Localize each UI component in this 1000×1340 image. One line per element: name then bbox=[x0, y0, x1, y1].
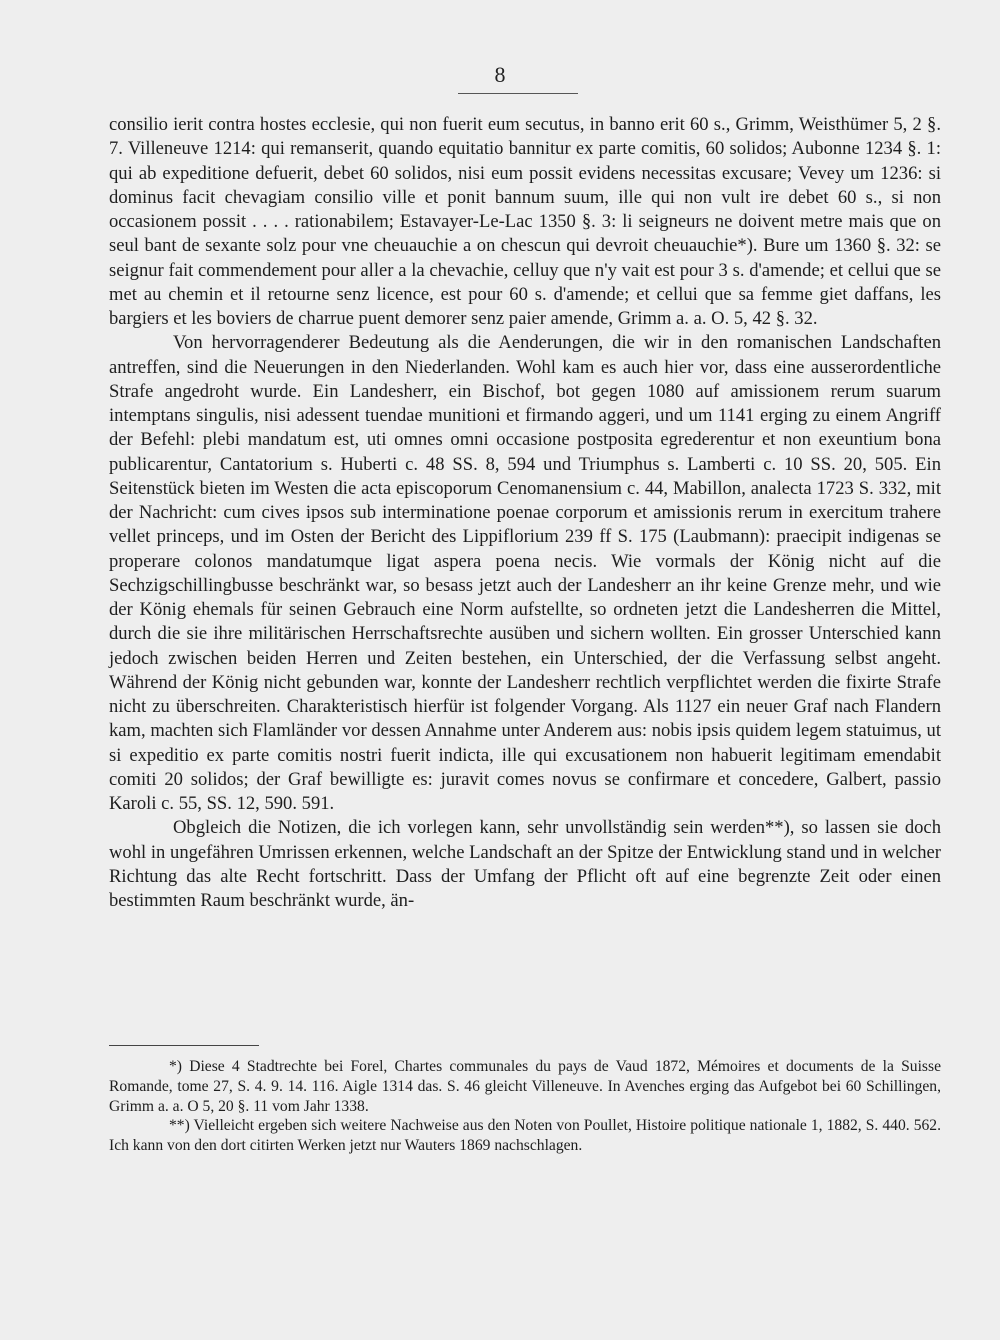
paragraph-3: Obgleich die Notizen, die ich vorlegen kann, sehr unvollständig sein werden**), so lassen sie doch wohl in ungefähren Umrissen erkennen, welche Landschaft an der Spitze der Entwicklung stand und in welcher Richtung das alte Recht fortschritt. Dass der Umfang der Pflicht oft auf eine begrenzte Zeit oder einen bestimmten Raum beschränkt wurde, än- bbox=[109, 817, 941, 911]
main-text bbox=[109, 113, 941, 913]
header-rule bbox=[458, 93, 578, 94]
paragraph-1: consilio ierit contra hostes ecclesie, qui non fuerit eum secutus, in banno erit 60 s., Grimm, Weisthümer 5, 2 §. 7. Villeneuve 1214: qui remanserit, quando equitatio bannitur ex parte comitis, 60 solidos; Aubonne 1234 §. 1: qui ab expeditione defuerit, debet 60 solidos, nisi eum possit evidens necessitas excusare; Vevey um 1236: si dominus facit chevagiam consilio ville et ponit bannum suum, ille qui non vult ire debet 60 s., si non occasionem possit . . . . rationabilem; Estavayer-Le-Lac 1350 §. 3: li seigneurs ne doivent metre mais que on seul bant de sexante solz pour vne cheuauchie a on chescun qui devroit cheuauchie*). Bure um 1360 §. 32: se seignur fait commendement pour aller a la chevachie, celluy que n'y vait est pour 3 s. d'amende; et cellui que se met au chemin et il retourne senz licence, est pour 60 s. d'amende; et cellui que sa femme giet daffans, les bargiers et les boviers de charrue puent demorer senz paier amende, Grimm a. a. O. 5, 42 §. 32. bbox=[109, 114, 941, 329]
footnote-2: **) Vielleicht ergeben sich weitere Nachweise aus den Noten von Poullet, Histoire politique nationale 1, 1882, S. 440. 562. Ich kann von den dort citirten Werken jetzt nur Wauters 1869 nachschlagen. bbox=[109, 1117, 941, 1155]
footnote-1: *) Diese 4 Stadtrechte bei Forel, Chartes communales du pays de Vaud 1872, Mémoires et documents de la Suisse Romande, tome 27, S. 4. 9. 14. 116. Aigle 1314 das. S. 46 gleicht Villeneuve. In Avenches erging das Aufgebot bei 60 Schillingen, Grimm a. a. O 5, 20 §. 11 vom Jahr 1338. bbox=[109, 1058, 941, 1115]
paragraph-2: Von hervorragenderer Bedeutung als die Aenderungen, die wir in den romanischen Landschaften antreffen, sind die Neuerungen in den Niederlanden. Wohl kam es auch hier vor, dass eine ausserordentliche Strafe angedroht wurde. Ein Landesherr, ein Bischof, bot gegen 1080 auf amissionem rerum suarum intemptans singulis, nisi adessent tuendae munitioni et firmando aggeri, und um 1141 erging zu einem Angriff der Befehl: plebi mandatum est, uti omnes omni occasione postposita egrederentur et non exeuntium bona publicarentur, Cantatorium s. Huberti c. 48 SS. 8, 594 und Triumphus s. Lamberti c. 10 SS. 20, 505. Ein Seitenstück bieten im Westen die acta episcoporum Cenomanensium c. 44, Mabillon, analecta 1723 S. 332, mit der Nachricht: cum cives ipsos sub interminatione poenae corporum et amissionis rerum in exercitum trahere vellet princeps, und im Osten der Bericht des Lippiflorium 239 ff S. 175 (Laubmann): praecipit indigenas se properare colonos mandatumque ligat aspera poena necis. Wie vormals der König nicht auf die Sechzigschillingbusse beschränkt war, so besass jetzt auch der Landesherr an ihr keine Grenze mehr, und wie der König ehemals für seinen Gebrauch eine Norm aufstellte, so ordneten jetzt die Landesherren die Mittel, durch die sie ihre militärischen Herrschaftsrechte ausüben und sichern wollten. Ein grosser Unterschied kann jedoch zwischen beiden Herren und Zeiten bestehen, ein Unterschied, der die Verfassung selbst angeht. Während der König nicht gebunden war, konnte der Landesherr rechtlich verpflichtet werden die fixirte Strafe nicht zu überschreiten. Charakteristisch hierfür ist folgender Vorgang. Als 1127 ein neuer Graf nach Flandern kam, machten sich Flamländer vor dessen Annahme unter Anderem aus: nobis ipsis quidem legem statuimus, ut si expeditio ex parte comitis nostri fuerit indicta, ille qui excusationem non habuerit legitimam emendabit comiti 20 solidos; der Graf bewilligte es: juravit comes novus se confirmare et concedere, Galbert, passio Karoli c. 55, SS. 12, 590. 591. bbox=[109, 332, 941, 814]
footnotes bbox=[109, 1057, 941, 1156]
footnote-rule bbox=[109, 1045, 259, 1046]
page-number: 8 bbox=[494, 62, 506, 87]
